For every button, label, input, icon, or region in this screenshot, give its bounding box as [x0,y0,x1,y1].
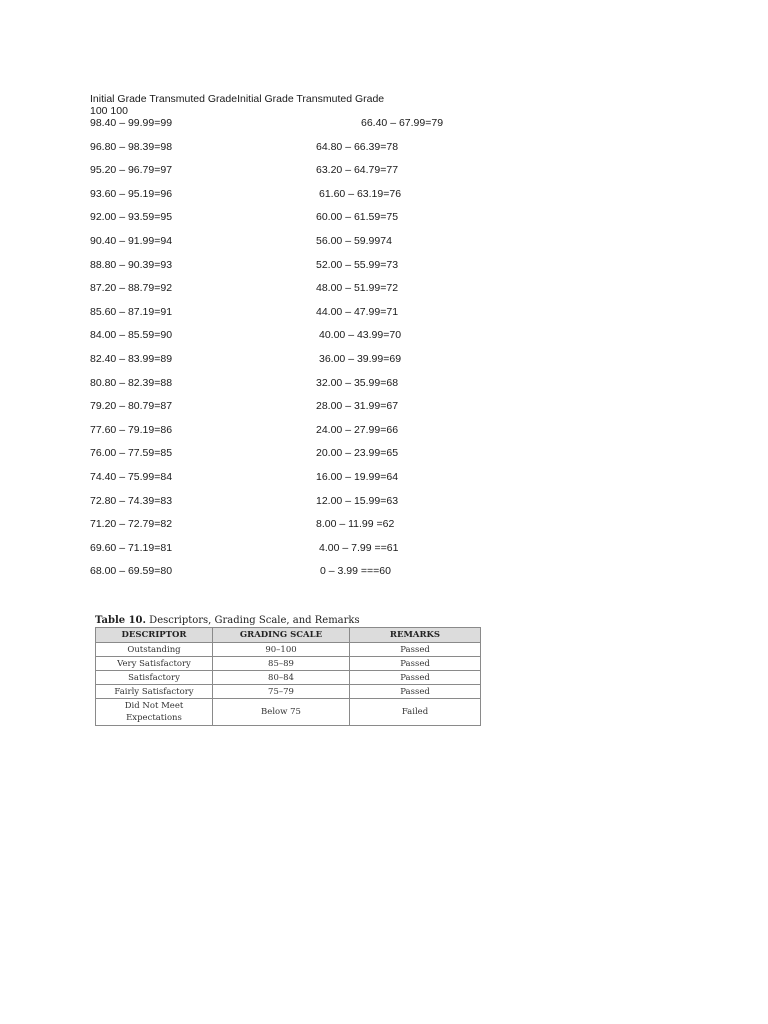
grade-table-header [90,93,384,117]
initial-grade-left-row: 85.60 – 87.19=91 [90,306,173,318]
table-caption-label: Table 10. [95,615,146,626]
initial-grade-right-row: 20.00 – 23.99=65 [316,447,399,459]
remarks-cell: Failed [350,699,481,726]
initial-grade-left-row: 96.80 – 98.39=98 [90,141,173,153]
grading-scale-cell: Below 75 [213,699,350,726]
initial-grade-right-row: 24.00 – 27.99=66 [316,424,399,436]
column-header-grading-scale: GRADING SCALE [213,628,350,643]
initial-grade-right-row: 28.00 – 31.99=67 [316,400,399,412]
initial-grade-right-row: 12.00 – 15.99=63 [316,495,399,507]
header-line-2: 100 100 [90,105,128,117]
initial-grade-right-row: 60.00 – 61.59=75 [316,211,399,223]
descriptor-table [95,627,481,726]
initial-grade-right-row: 40.00 – 43.99=70 [319,329,402,341]
initial-grade-left-row: 80.80 – 82.39=88 [90,377,173,389]
table-row [96,643,481,657]
initial-grade-left-row: 93.60 – 95.19=96 [90,188,173,200]
table-row [96,657,481,671]
initial-grade-right-row: 32.00 – 35.99=68 [316,377,399,389]
initial-grade-left-row: 98.40 – 99.99=99 [90,117,173,129]
initial-grade-left-row: 90.40 – 91.99=94 [90,235,173,247]
column-header-remarks: REMARKS [350,628,481,643]
table-row [96,685,481,699]
initial-grade-left-row: 95.20 – 96.79=97 [90,164,173,176]
initial-grade-left-row: 79.20 – 80.79=87 [90,400,173,412]
initial-grade-left-row: 88.80 – 90.39=93 [90,259,173,271]
initial-grade-left-row: 71.20 – 72.79=82 [90,518,173,530]
descriptor-cell: Satisfactory [96,671,213,685]
table-caption [95,615,360,626]
initial-grade-right-row: 44.00 – 47.99=71 [316,306,399,318]
initial-grade-left-row: 72.80 – 74.39=83 [90,495,173,507]
initial-grade-left-row: 76.00 – 77.59=85 [90,447,173,459]
initial-grade-left-row: 74.40 – 75.99=84 [90,471,173,483]
initial-grade-right-row: 8.00 – 11.99 =62 [316,518,395,530]
initial-grade-left-row: 82.40 – 83.99=89 [90,353,173,365]
remarks-cell: Passed [350,671,481,685]
remarks-cell: Passed [350,643,481,657]
header-line-1: Initial Grade Transmuted GradeInitial Grade Transmuted Grade [90,93,385,105]
remarks-cell: Passed [350,685,481,699]
grading-scale-cell: 80–84 [213,671,350,685]
remarks-cell: Passed [350,657,481,671]
descriptor-table-header-row [96,628,481,643]
initial-grade-right-row: 4.00 – 7.99 ==61 [319,542,399,554]
initial-grade-right-row: 56.00 – 59.9974 [316,235,392,247]
descriptor-cell: Very Satisfactory [96,657,213,671]
initial-grade-right-row: 66.40 – 67.99=79 [361,117,444,129]
table-caption-text: Descriptors, Grading Scale, and Remarks [146,615,360,626]
grading-scale-cell: 90–100 [213,643,350,657]
initial-grade-right-row: 61.60 – 63.19=76 [319,188,402,200]
initial-grade-right-row: 48.00 – 51.99=72 [316,282,399,294]
descriptor-cell: Did Not Meet Expectations [96,699,213,726]
grading-scale-cell: 85–89 [213,657,350,671]
initial-grade-left-row: 92.00 – 93.59=95 [90,211,173,223]
column-header-descriptor: DESCRIPTOR [96,628,213,643]
initial-grade-left-row: 87.20 – 88.79=92 [90,282,173,294]
descriptor-cell: Fairly Satisfactory [96,685,213,699]
initial-grade-left-row: 68.00 – 69.59=80 [90,565,173,577]
initial-grade-right-row: 36.00 – 39.99=69 [319,353,402,365]
initial-grade-left-row: 69.60 – 71.19=81 [90,542,173,554]
descriptor-cell: Outstanding [96,643,213,657]
table-row [96,671,481,685]
initial-grade-left-row: 77.60 – 79.19=86 [90,424,173,436]
table-row [96,699,481,726]
grading-scale-cell: 75–79 [213,685,350,699]
initial-grade-right-row: 0 – 3.99 ===60 [320,565,391,577]
initial-grade-right-row: 16.00 – 19.99=64 [316,471,399,483]
initial-grade-left-row: 84.00 – 85.59=90 [90,329,173,341]
initial-grade-right-row: 63.20 – 64.79=77 [316,164,399,176]
initial-grade-right-row: 52.00 – 55.99=73 [316,259,399,271]
initial-grade-right-row: 64.80 – 66.39=78 [316,141,399,153]
